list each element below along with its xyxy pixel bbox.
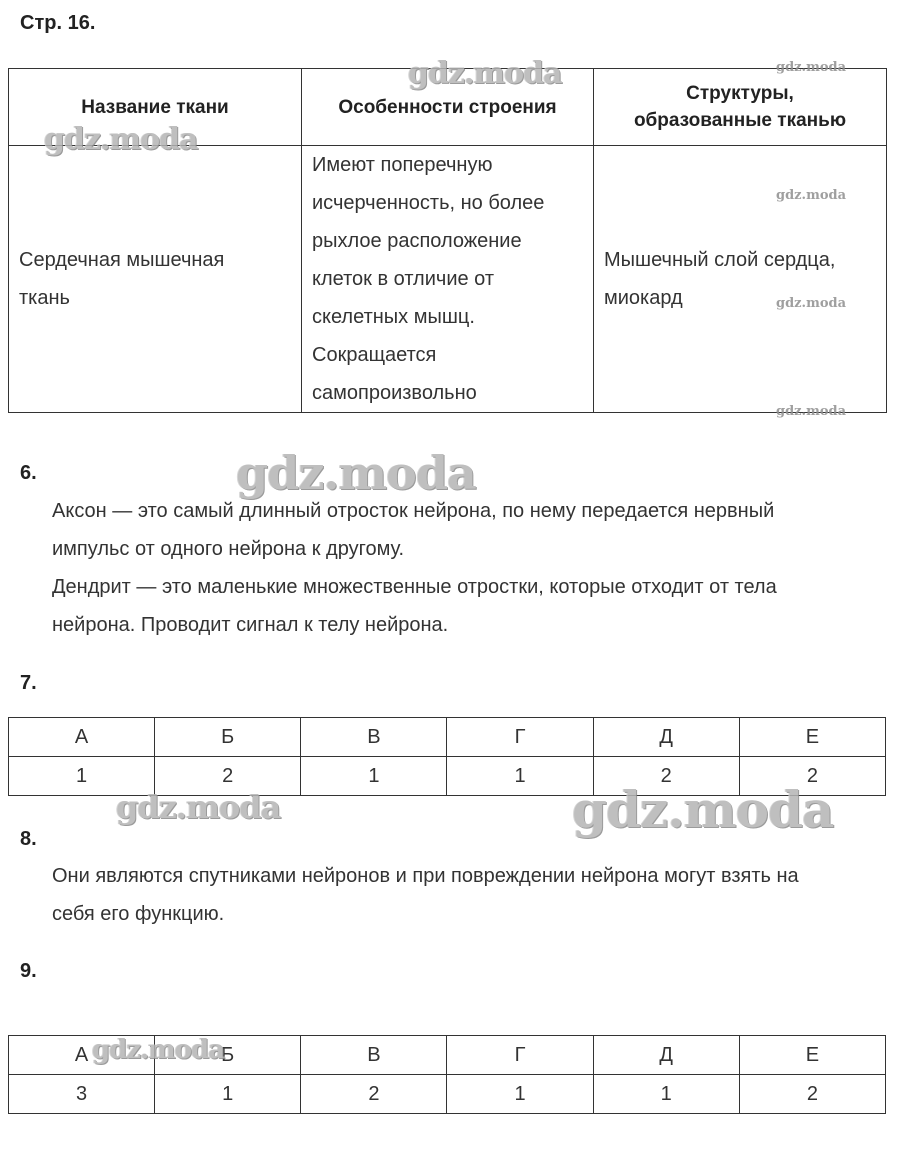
- letter-cell: Д: [593, 718, 739, 757]
- cell-line: скелетных мышц.: [312, 306, 475, 328]
- text-line: себя его функцию.: [52, 903, 225, 925]
- letter-cell: А: [9, 1036, 155, 1075]
- table-row: [9, 1075, 886, 1114]
- tissue-table: [8, 68, 887, 413]
- cell-line: самопроизвольно: [312, 382, 477, 404]
- task-7-number: 7.: [20, 672, 37, 694]
- cell-line: Сердечная мышечная: [19, 249, 225, 271]
- letter-cell: Б: [155, 1036, 301, 1075]
- text-line: Аксон — это самый длинный отросток нейрона, по нему передается нервный: [52, 500, 775, 522]
- table-row: [9, 718, 886, 757]
- answer-cell: 2: [739, 757, 885, 796]
- letter-cell: Б: [155, 718, 301, 757]
- watermark: gdz.moda: [776, 404, 847, 419]
- watermark: gdz.moda: [572, 780, 834, 839]
- cell-line: ткань: [19, 287, 70, 309]
- cell-line: миокард: [604, 287, 683, 309]
- letter-cell: Е: [739, 1036, 885, 1075]
- watermark: gdz.moda: [408, 56, 562, 91]
- watermark: gdz.moda: [116, 788, 281, 826]
- letter-cell: Г: [447, 718, 593, 757]
- text-line: импульс от одного нейрона к другому.: [52, 538, 405, 560]
- cell-line: исчерченность, но более: [312, 192, 545, 214]
- watermark: gdz.moda: [776, 296, 847, 311]
- task-9-number: 9.: [20, 960, 37, 982]
- watermark: gdz.moda: [236, 446, 476, 500]
- answer-cell: 3: [9, 1075, 155, 1114]
- answer-cell: 2: [593, 757, 739, 796]
- cell-line: Имеют поперечную: [312, 154, 493, 176]
- page-header: Стр. 16.: [20, 12, 96, 34]
- letter-cell: Г: [447, 1036, 593, 1075]
- cell-line: Мышечный слой сердца,: [604, 249, 836, 271]
- header-tissue-name: Название ткани: [9, 69, 302, 146]
- answer-cell: 1: [447, 1075, 593, 1114]
- answer-cell: 2: [301, 1075, 447, 1114]
- watermark: gdz.moda: [92, 1035, 225, 1065]
- letter-cell: В: [301, 718, 447, 757]
- text-line: Они являются спутниками нейронов и при повреждении нейрона могут взять на: [52, 865, 799, 887]
- header-formed-structures: [594, 69, 887, 146]
- cell-line: клеток в отличие от: [312, 268, 495, 290]
- task-6-number: 6.: [20, 462, 37, 484]
- answer-cell: 1: [155, 1075, 301, 1114]
- letter-cell: А: [9, 718, 155, 757]
- table-row: [9, 146, 887, 413]
- cell-tissue-name: [9, 146, 302, 413]
- task-6-text: [52, 492, 777, 644]
- text-line: нейрона. Проводит сигнал к телу нейрона.: [52, 614, 449, 636]
- task-8-text: [52, 857, 799, 933]
- letter-cell: В: [301, 1036, 447, 1075]
- cell-structures: [594, 146, 887, 413]
- text-line: Дендрит — это маленькие множественные отростки, которые отходит от тела: [52, 576, 777, 598]
- watermark: gdz.moda: [44, 122, 198, 157]
- header-structure-features: Особенности строения: [302, 69, 594, 146]
- answer-cell: 1: [301, 757, 447, 796]
- letter-cell: Е: [739, 718, 885, 757]
- task-8-number: 8.: [20, 828, 37, 850]
- answer-cell: 1: [593, 1075, 739, 1114]
- cell-features: [302, 146, 594, 413]
- cell-line: рыхлое расположение: [312, 230, 522, 252]
- watermark: gdz.moda: [776, 60, 847, 75]
- letter-cell: Д: [593, 1036, 739, 1075]
- answer-cell: 1: [9, 757, 155, 796]
- answer-cell: 1: [447, 757, 593, 796]
- header-line: Структуры,: [686, 83, 794, 104]
- watermark: gdz.moda: [776, 188, 847, 203]
- header-line: образованные тканью: [633, 110, 847, 131]
- answer-cell: 2: [739, 1075, 885, 1114]
- cell-line: Сокращается: [312, 344, 437, 366]
- answer-cell: 2: [155, 757, 301, 796]
